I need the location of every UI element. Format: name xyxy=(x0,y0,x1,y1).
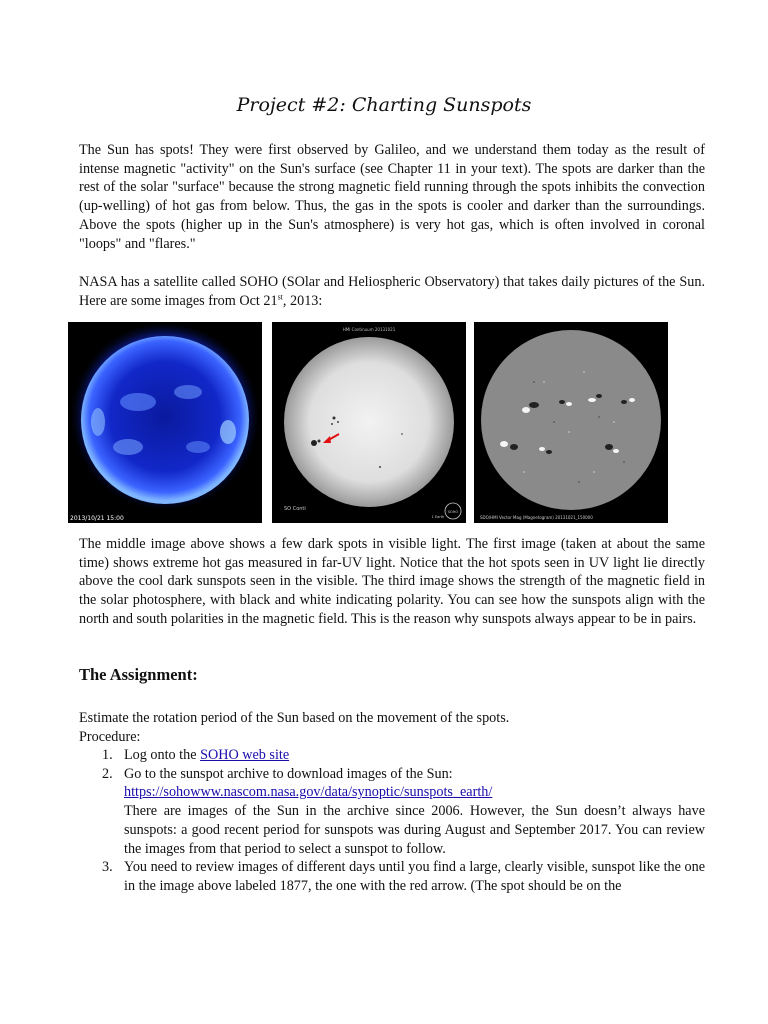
magnetogram-label: SDO/HMI Vector Mag (Magnetogram) 20131021_150000 xyxy=(480,515,593,520)
soho-text: NASA has a satellite called SOHO (SOlar and Heliospheric Observatory) that takes daily pictures of the Sun. Here are some images from Oct 21 xyxy=(79,274,705,309)
visible-corner-logo: SOHO xyxy=(447,510,459,514)
description-paragraph: The middle image above shows a few dark spots in visible light. The first image (taken at about the same time) shows extreme hot gas measured in far-UV light. Notice that the hot spots seen in UV light lie directly above the cool dark sunspots seen in the visible. The third image shows the strength of the magnetic field in the solar photosphere, with black and white indicating polarity. You can see how the sunspots align with the north and south polarities in the magnetic field. This is the reason why sunspots always appear to be in pairs. xyxy=(79,536,705,627)
procedure-label: Procedure: xyxy=(79,729,141,745)
step-text: Log onto the xyxy=(124,747,201,763)
visible-sun-image xyxy=(272,322,466,523)
visible-label: SO Conti xyxy=(284,506,306,512)
assignment-intro: Estimate the rotation period of the Sun based on the movement of the spots. xyxy=(79,710,510,726)
soho-paragraph xyxy=(79,273,705,310)
soho-website-link[interactable]: SOHO web site xyxy=(200,747,290,763)
step-detail: There are images of the Sun in the archive since 2006. However, the Sun doesn’t always have sunspots: a good recent period for sunspots was during August and September 2017. You can review the images from that period to select a sunspot to follow. xyxy=(124,803,705,857)
sunspot-archive-link[interactable]: https://sohowww.nascom.nasa.gov/data/synoptic/sunspots_earth/ xyxy=(124,784,493,801)
procedure-list xyxy=(79,746,705,896)
visible-scale-label: 1 Earth xyxy=(431,515,445,519)
intro-paragraph: The Sun has spots! They were first observed by Galileo, and we understand them today as the result of intense magnetic "activity" on the Sun's surface (see Chapter 11 in your text). The spots are darker than the rest of the solar "surface" because the strong magnetic field running through the spots inhibits the convection (up-welling) of hot gas from below. Thus, the gas in the spots is cooler and darker than the surroundings. Above the spots (higher up in the Sun's atmosphere) is very hot gas, which is often involved in coronal "loops" and "flares." xyxy=(79,142,705,252)
euv-sun-image xyxy=(68,322,262,523)
procedure-step-3 xyxy=(79,858,705,895)
step-number: 2. xyxy=(102,765,113,782)
step-number: 1. xyxy=(102,747,113,763)
procedure-step-2 xyxy=(79,765,705,859)
step-text: You need to review images of different days until you find a large, clearly visible, sunspot like the one in the image above labeled 1877, the one with the red arrow. (The spot should be on the xyxy=(124,859,705,894)
page-title: Project #2: Charting Sunspots xyxy=(236,94,532,116)
visible-header: HMI Continuum 20131021 xyxy=(342,327,396,332)
step-text: Go to the sunspot archive to download images of the Sun: xyxy=(124,765,453,782)
soho-date-tail: , 2013: xyxy=(282,292,323,309)
date-ordinal: st xyxy=(277,291,283,301)
magnetogram-sun-image xyxy=(474,322,668,523)
assignment-heading: The Assignment: xyxy=(79,665,198,684)
step-number: 3. xyxy=(102,859,113,876)
procedure-step-1 xyxy=(79,746,705,765)
sun-image-row xyxy=(68,322,668,523)
euv-timestamp: 2013/10/21 15:00 xyxy=(70,515,124,522)
